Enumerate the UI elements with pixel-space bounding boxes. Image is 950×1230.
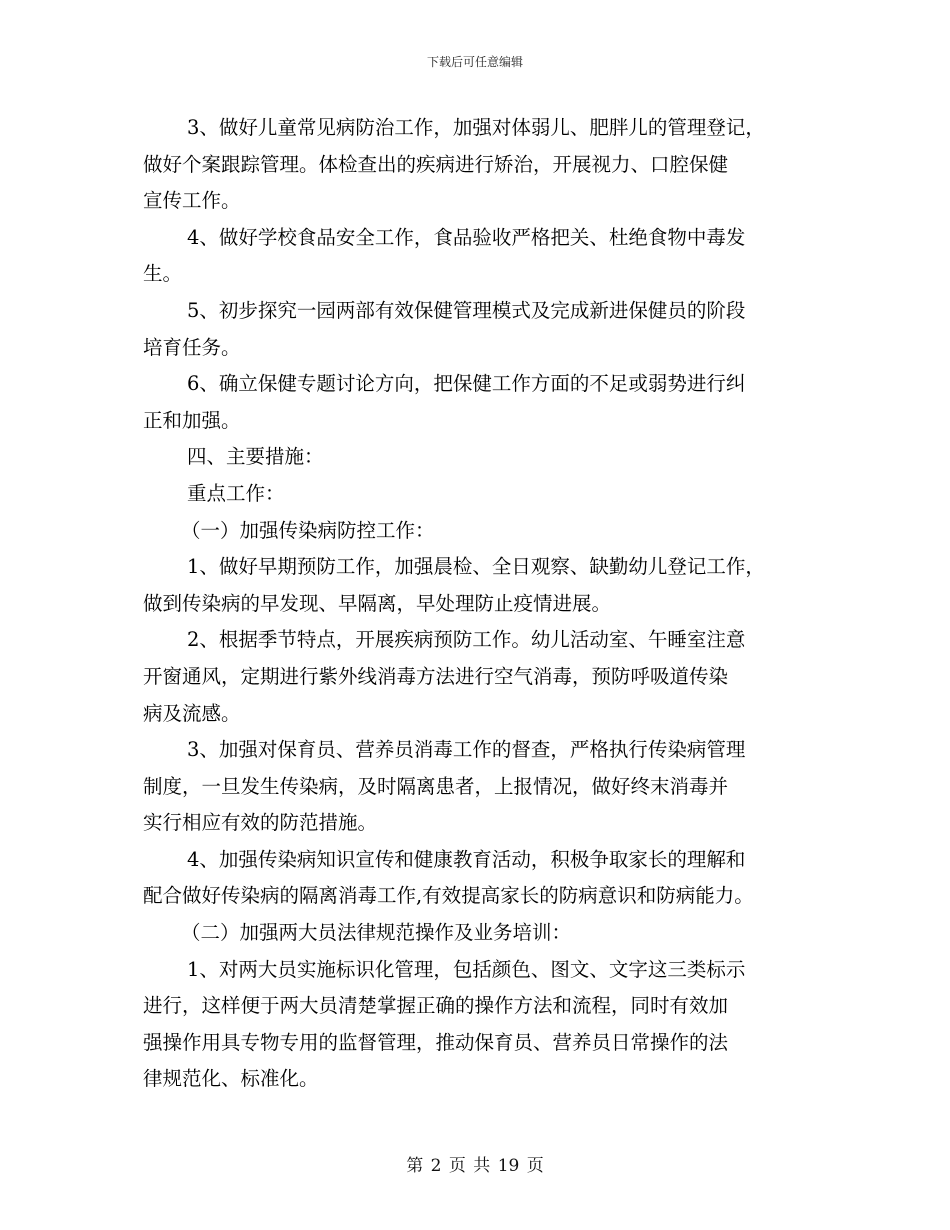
document-body	[143, 110, 823, 1098]
text-line: 1、对两大员实施标识化管理，包括颜色、图文、文字这三类标示	[187, 957, 746, 981]
page-footer: 第 2 页 共 19 页	[406, 1156, 544, 1176]
text-line: 制度，一旦发生传染病，及时隔离患者，上报情况，做好终末消毒并	[143, 774, 729, 798]
page-header: 下载后可任意编辑	[426, 55, 523, 69]
text-line: 配合做好传染病的隔离消毒工作,有效提高家长的防病意识和防病能力。	[143, 884, 754, 908]
text-line: 4、做好学校食品安全工作，食品验收严格把关、杜绝食物中毒发	[187, 225, 746, 249]
text-line: 1、做好早期预防工作，加强晨检、全日观察、缺勤幼儿登记工作，	[187, 555, 765, 579]
text-line: 正和加强。	[143, 408, 241, 432]
text-line: 培育任务。	[143, 335, 241, 359]
text-line: 重点工作：	[187, 481, 285, 505]
text-line: 6、确立保健专题讨论方向，把保健工作方面的不足或弱势进行纠	[187, 372, 746, 396]
text-line: 病及流感。	[143, 701, 241, 725]
text-line: 四、主要措施：	[187, 445, 324, 469]
text-line: （一）加强传染病防控工作：	[181, 518, 435, 542]
text-line: 5、初步探究一园两部有效保健管理模式及完成新进保健员的阶段	[187, 298, 746, 322]
text-line: 实行相应有效的防范措施。	[143, 811, 378, 835]
text-line: 进行，这样便于两大员清楚掌握正确的操作方法和流程，同时有效加	[143, 994, 729, 1018]
text-line: 3、做好儿童常见病防治工作，加强对体弱儿、肥胖儿的管理登记，	[187, 116, 765, 139]
text-line: 4、加强传染病知识宣传和健康教育活动，积极争取家长的理解和	[187, 847, 746, 871]
text-line: 宣传工作。	[143, 189, 241, 213]
text-line: 生。	[143, 262, 183, 286]
text-line: 强操作用具专物专用的监督管理，推动保育员、营养员日常操作的法	[143, 1030, 729, 1054]
text-line: 做好个案跟踪管理。体检查出的疾病进行矫治，开展视力、口腔保健	[143, 152, 729, 176]
text-line: 做到传染病的早发现、早隔离，早处理防止疫情进展。	[143, 591, 612, 615]
text-line: 3、加强对保育员、营养员消毒工作的督查，严格执行传染病管理	[187, 738, 746, 762]
text-line: 律规范化、标准化。	[143, 1067, 319, 1091]
text-line: （二）加强两大员法律规范操作及业务培训：	[181, 921, 572, 945]
text-line: 2、根据季节特点，开展疾病预防工作。幼儿活动室、午睡室注意	[187, 628, 746, 652]
text-line: 开窗通风，定期进行紫外线消毒方法进行空气消毒，预防呼吸道传染	[143, 664, 729, 688]
